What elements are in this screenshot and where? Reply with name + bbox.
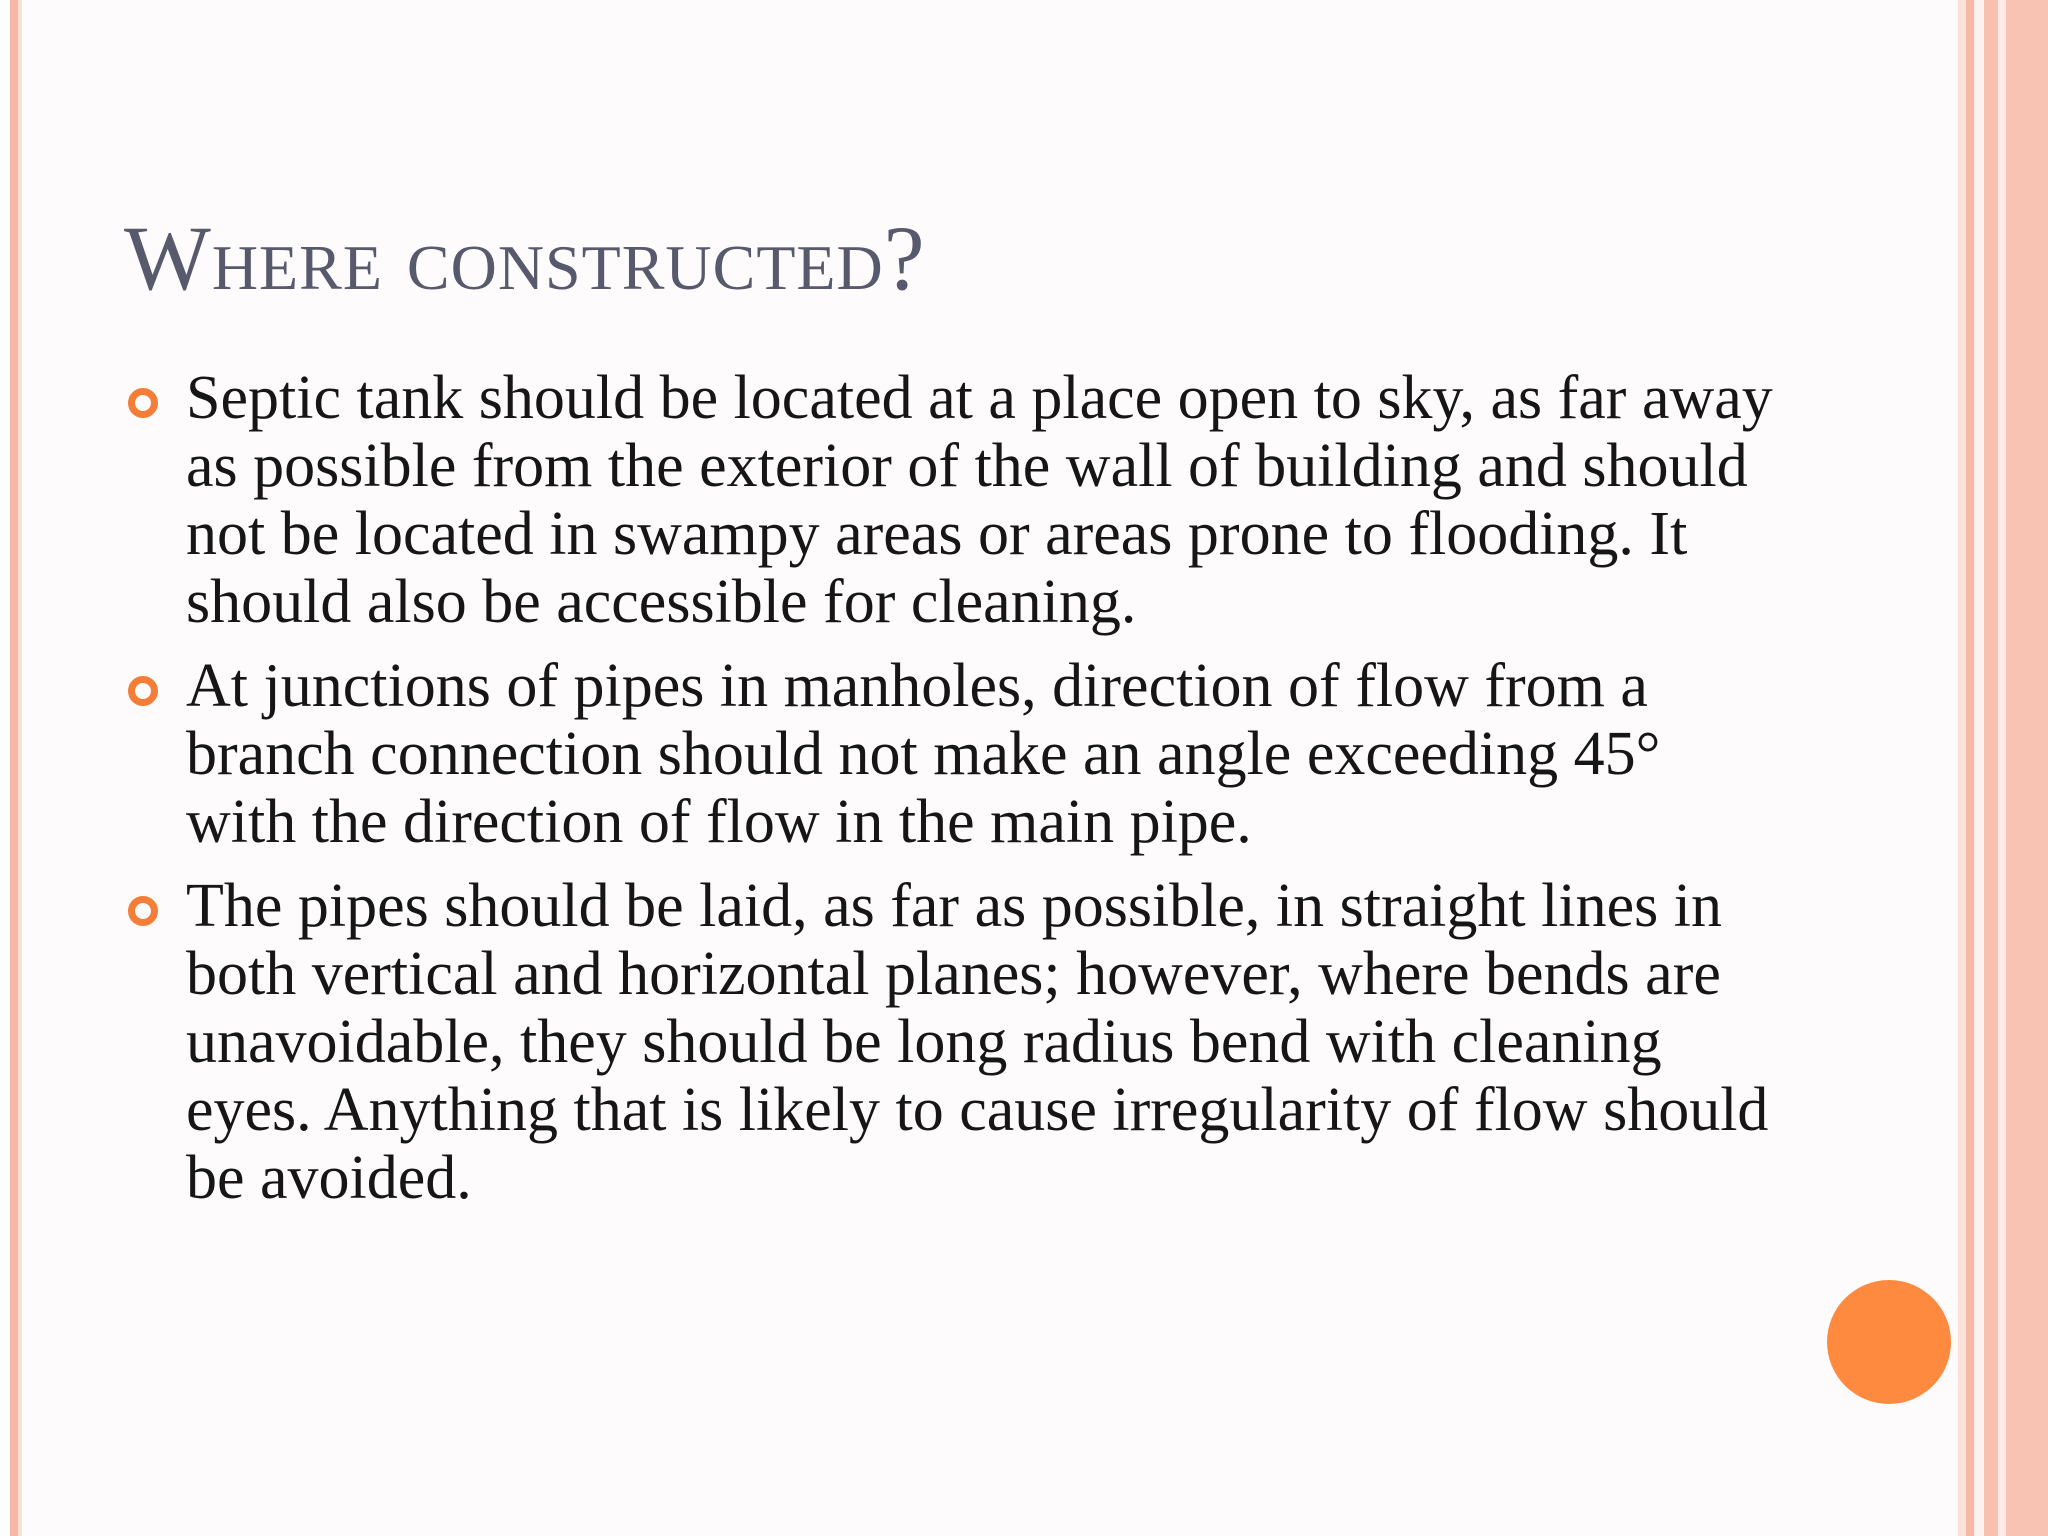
- left-border-stripe: [10, 0, 18, 1536]
- orange-circle-decoration-icon: [1827, 1280, 1951, 1404]
- hollow-circle-bullet-icon: [128, 388, 158, 418]
- bullet-text: Septic tank should be located at a place open to sky, as far away as possible from the exterior of the wall of building and should not be located in swampy areas or areas prone to flooding. It should also be accessible for cleaning.: [186, 364, 1773, 636]
- bullet-item: [124, 652, 1784, 856]
- right-border-stripe: [1974, 0, 1984, 1536]
- hollow-circle-bullet-icon: [128, 896, 158, 926]
- bullet-item: [124, 364, 1784, 636]
- bullet-text: The pipes should be laid, as far as possible, in straight lines in both vertical and horizontal planes; however, where bends are unavoidable, they should be long radius bend with cleaning eyes. Anything that is likely to cause irregularity of flow should be avoided.: [186, 872, 1769, 1212]
- right-border-stripe: [1966, 0, 1974, 1536]
- right-border-stripe: [1958, 0, 1966, 1536]
- left-border-stripe: [18, 0, 22, 1536]
- bullet-list: [124, 364, 1784, 1228]
- hollow-circle-bullet-icon: [128, 676, 158, 706]
- bullet-text: At junctions of pipes in manholes, direction of flow from a branch connection should not make an angle exceeding 45° with the direction of flow in the main pipe.: [186, 652, 1661, 856]
- right-border-stripe: [1984, 0, 1998, 1536]
- right-border-stripe: [1998, 0, 2006, 1536]
- bullet-item: [124, 872, 1784, 1212]
- slide-title: Where constructed?: [124, 207, 926, 309]
- left-border-stripe: [0, 0, 10, 1536]
- right-border-stripe: [2006, 0, 2048, 1536]
